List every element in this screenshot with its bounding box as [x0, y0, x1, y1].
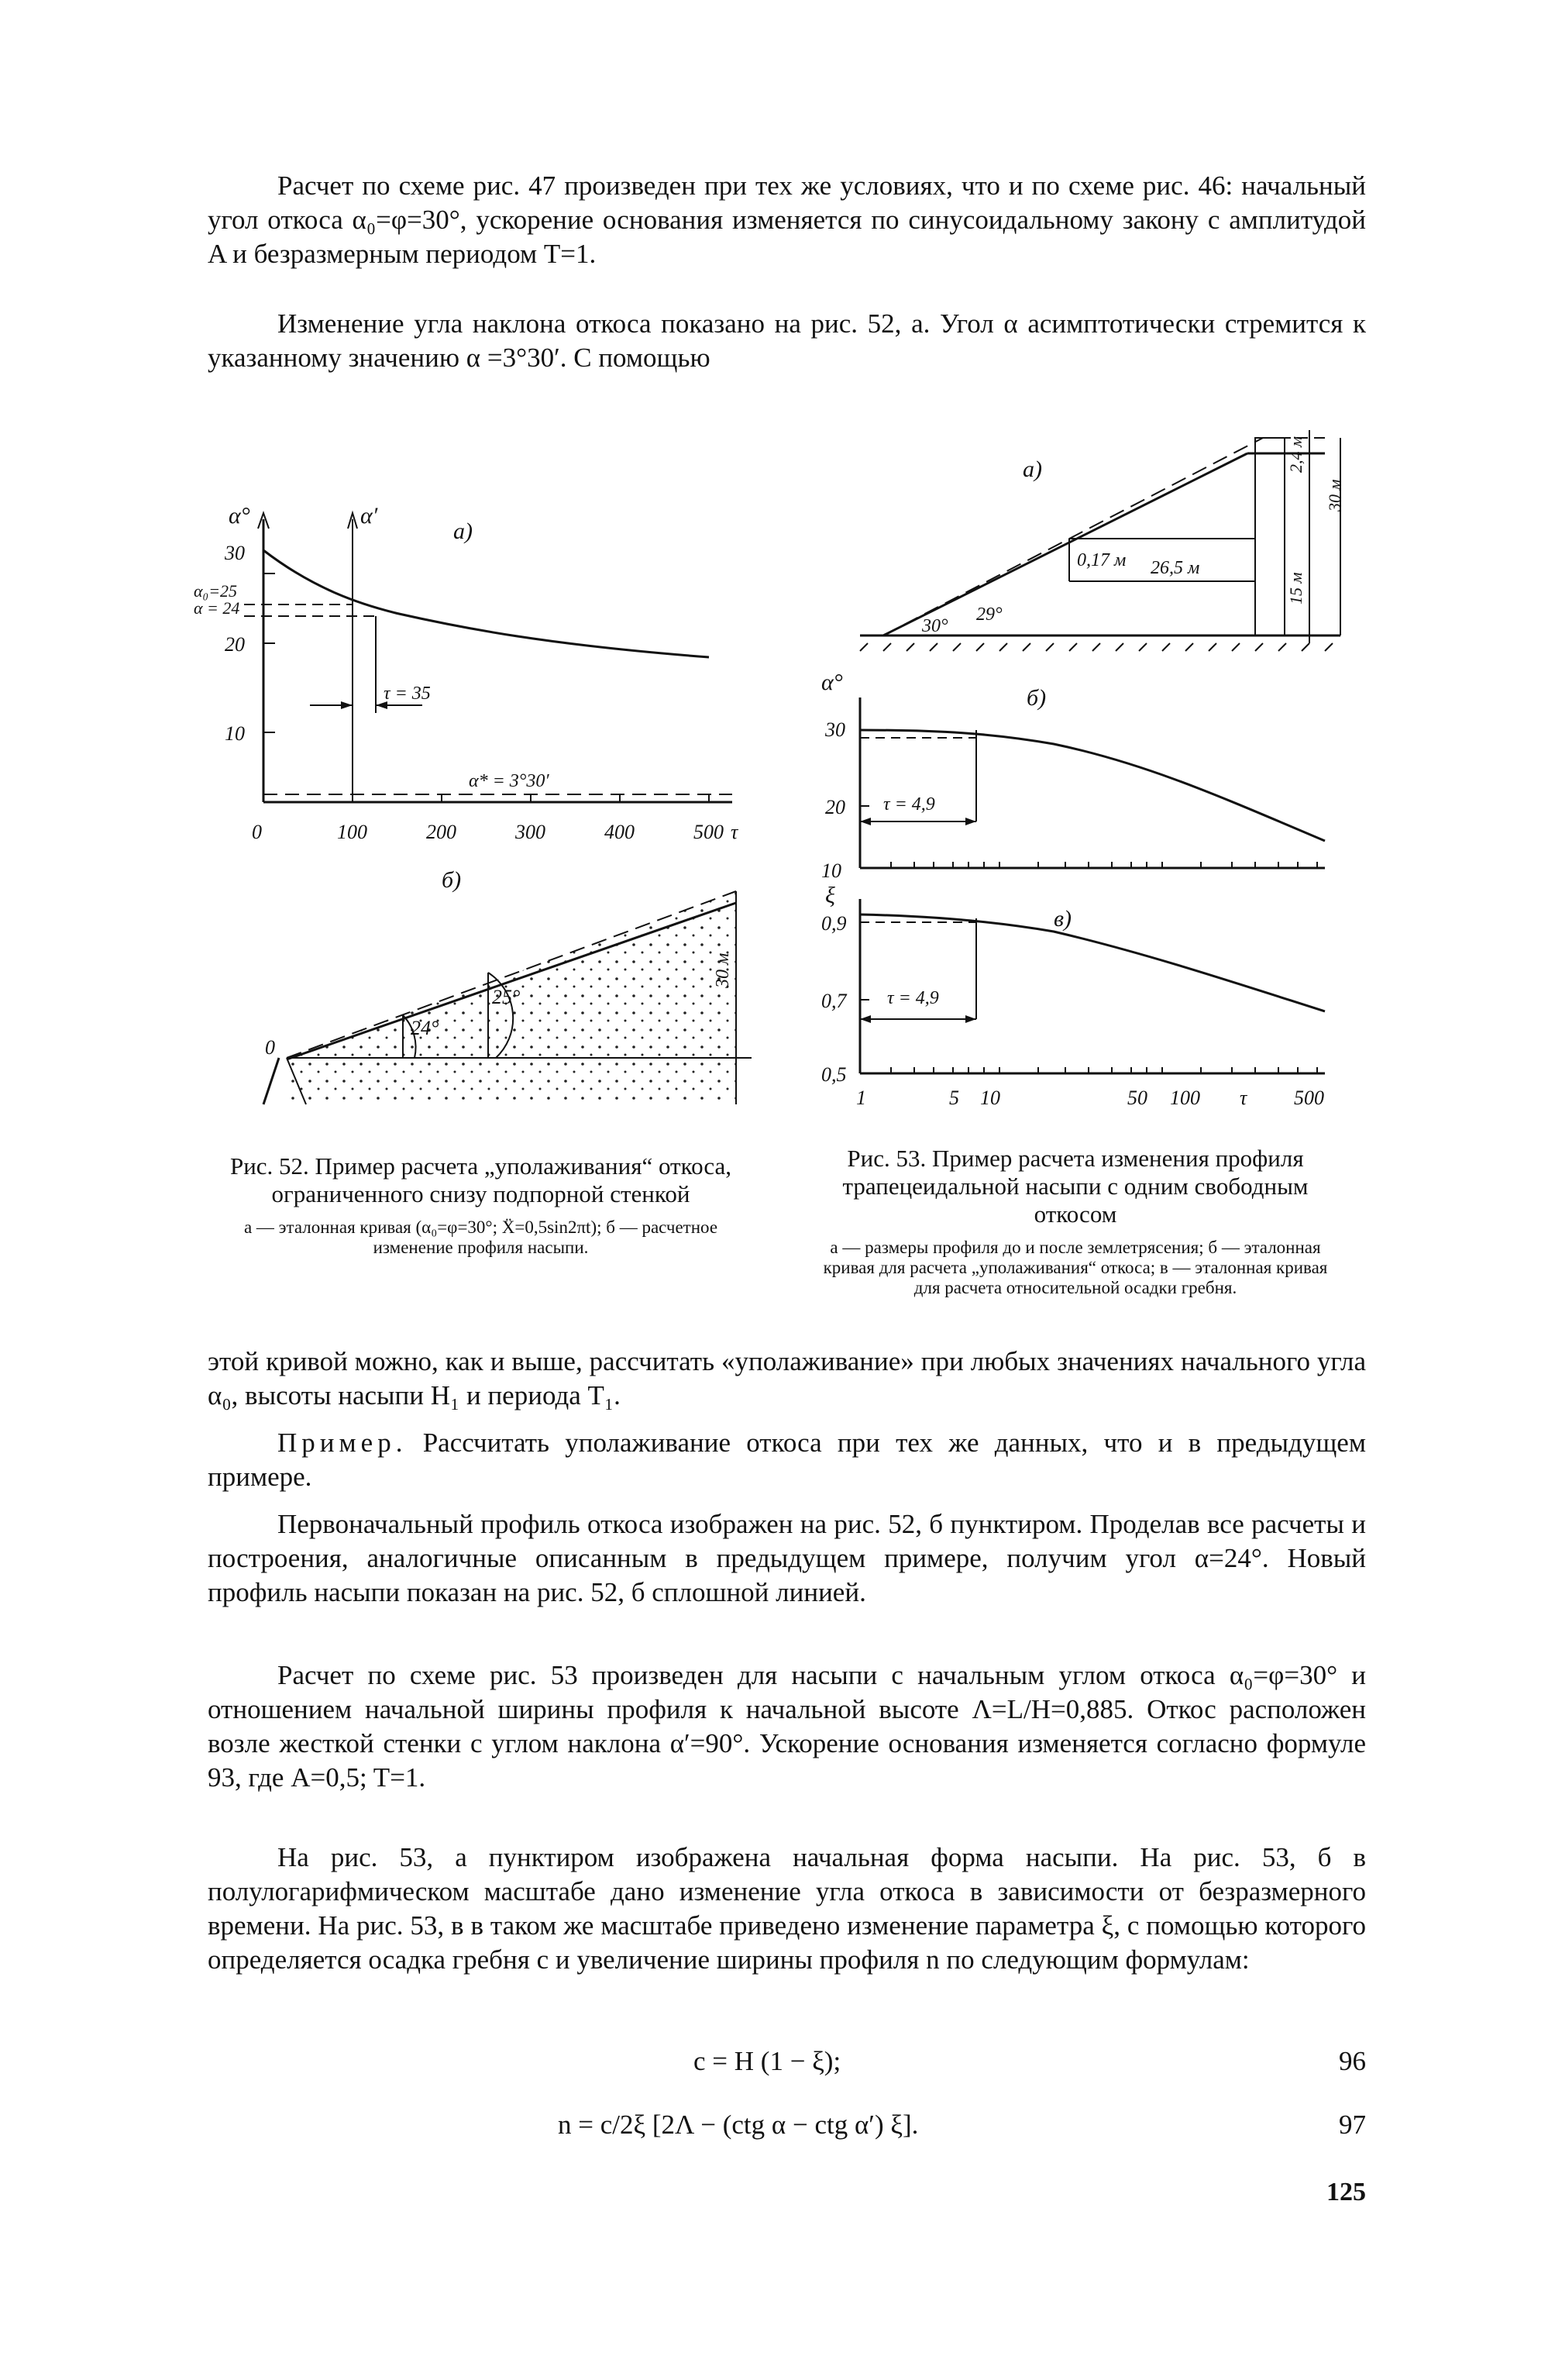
fig53a-dim-width: 26,5 м	[1151, 558, 1200, 578]
fig52b-label: б)	[442, 867, 462, 893]
fig53b-ytick-30: 30	[825, 718, 845, 741]
equation-96-number: 96	[1339, 2046, 1366, 2076]
fig52a-tau-label: τ = 35	[384, 684, 431, 704]
fig53c-xtick-50: 50	[1127, 1087, 1147, 1109]
fig52b-angle-old: 25°	[492, 986, 521, 1008]
figure-53-caption	[808, 1145, 1343, 1298]
equation-97-number: 97	[1339, 2110, 1366, 2140]
fig52b-height: 30 м	[713, 952, 733, 988]
fig52a-ytick-20: 20	[225, 633, 245, 656]
fig52a-ytick-10: 10	[225, 722, 245, 745]
figure-53-a	[860, 418, 1364, 659]
fig53c-xtick-500: 500	[1294, 1087, 1324, 1109]
fig53c-ylabel: ξ	[825, 883, 835, 908]
fig53a-dim-crest: 2,4 м	[1286, 436, 1306, 473]
fig53b-ylabel: α°	[821, 670, 843, 695]
fig52a-y-mark-1: α₀=25	[194, 581, 238, 601]
example-body: Рассчитать уполаживание откоса при тех же данных, что и в предыдущем примере.	[208, 1428, 1366, 1492]
paragraph-1: Расчет по схеме рис. 47 произведен при тех же условиях, что и по схеме рис. 46: начальный угол откоса α₀=φ=30°, ускорение основания изменяется по синусоидальному закону с амплитудой A и безразмерным периодом T=1.	[208, 170, 1366, 269]
page-number: 125	[1326, 2178, 1366, 2206]
fig53b-label: б)	[1027, 685, 1047, 711]
fig52a-label: а)	[453, 518, 473, 544]
equation-96: c = H (1 − ξ);	[693, 2046, 841, 2076]
figure-52-caption-sub: а — эталонная кривая (α₀=φ=30°; Ẍ=0,5sin2πt); б — расчетное изменение профиля насыпи.	[243, 1218, 718, 1257]
fig53c-xtick-1: 1	[856, 1087, 866, 1109]
fig53a-dim-half: 15 м	[1286, 572, 1306, 604]
fig53a-dim-settle: 0,17 м	[1077, 550, 1127, 570]
equation-97: n = c/2ξ [2Λ − (ctg α − ctg α′) ξ].	[558, 2110, 919, 2140]
fig53c-xtick-10: 10	[980, 1087, 1000, 1109]
paragraph-7: На рис. 53, а пунктиром изображена начальная форма насыпи. На рис. 53, б в полулогарифмическом масштабе дано изменение угла откоса в зависимости от безразмерного времени. На рис. 53, в в таком же масштабе приведено изменение параметра ξ, с помощью которого определяется осадка гребня c и увеличение ширины профиля n по следующим формулам:	[208, 1842, 1366, 1975]
paragraph-3: этой кривой можно, как и выше, рассчитать «уполаживание» при любых значениях начального угла α₀, высоты насыпи H₁ и периода T₁.	[208, 1346, 1366, 1410]
fig53a-label: а)	[1023, 456, 1042, 482]
fig53c-xaxis-symbol: τ	[1240, 1087, 1247, 1109]
fig52a-xaxis-symbol: τ	[731, 821, 738, 843]
fig53b-tau-label: τ = 4,9	[883, 794, 935, 815]
fig52a-xtick-400: 400	[604, 821, 635, 843]
fig52a-xtick-300: 300	[515, 821, 545, 843]
paragraph-6: Расчет по схеме рис. 53 произведен для насыпи с начальным углом откоса α₀=φ=30° и отношением начальной ширины профиля к начальной высоте Λ=L/H=0,885. Откос расположен возле жесткой стенки с углом наклона α′=90°. Ускорение основания изменяется согласно формуле 93, где A=0,5; T=1.	[208, 1660, 1366, 1793]
fig53c-xtick-5: 5	[949, 1087, 959, 1109]
fig52a-ytick-30: 30	[225, 542, 245, 564]
fig53c-ytick-05: 0,5	[821, 1063, 847, 1086]
fig53c-xtick-100: 100	[1170, 1087, 1200, 1109]
fig52a-asym-label: α* = 3°30′	[469, 771, 549, 791]
fig52b-origin: 0	[265, 1036, 275, 1059]
fig53c-ytick-09: 0,9	[821, 912, 847, 935]
fig52a-alt-label: α′	[360, 503, 378, 529]
figure-52-b	[256, 867, 759, 1135]
angle-curve	[860, 730, 1325, 841]
fig52b-angle-new: 24°	[411, 1017, 439, 1039]
figure-52-caption-title: Рис. 52. Пример расчета „уполаживания“ откоса, ограниченного снизу подпорной стенкой	[229, 1152, 732, 1207]
fig53a-dim-height: 30 м	[1325, 479, 1344, 511]
fig53a-angle-final: 29°	[976, 604, 1003, 625]
paragraph-5: Первоначальный профиль откоса изображен на рис. 52, б пунктиром. Проделав все расчеты и построения, аналогичные описанным в предыдущем примере, получим угол α=24°. Новый профиль насыпи показан на рис. 52, б сплошной линией.	[208, 1509, 1366, 1607]
paragraph-4	[208, 1426, 1366, 1494]
fig53c-tau-label: τ = 4,9	[887, 988, 939, 1008]
fig52a-xtick-100: 100	[337, 821, 367, 843]
fig53b-ytick-10: 10	[821, 859, 841, 882]
fig53c-ytick-07: 0,7	[821, 990, 847, 1012]
figure-52-caption	[208, 1152, 754, 1258]
fig52a-xtick-200: 200	[426, 821, 456, 843]
fig52a-ylabel: α°	[229, 503, 250, 529]
figure-53-caption-title: Рис. 53. Пример расчета изменения профиля трапецеидальной насыпи с одним свободным откосом	[842, 1145, 1309, 1228]
paragraph-2: Изменение угла наклона откоса показано на рис. 52, а. Угол α асимптотически стремится к указанному значению α =3°30′. С помощью	[208, 308, 1366, 373]
figure-53-caption-sub: а — размеры профиля до и после землетрясения; б — эталонная кривая для расчета „уполаживания“ откоса; в — эталонная кривая для расчета относительной осадки гребня.	[823, 1238, 1328, 1297]
example-heading: Пример.	[277, 1428, 408, 1458]
fig52a-y-mark-2: α = 24	[194, 598, 240, 618]
fig52a-xtick-0: 0	[252, 821, 262, 843]
fig53b-ytick-20: 20	[825, 796, 845, 818]
fig53c-label: в)	[1054, 906, 1072, 932]
fig52a-xtick-500: 500	[693, 821, 724, 843]
fig53a-angle-initial: 30°	[922, 616, 948, 636]
figure-53-c	[821, 883, 1333, 1124]
